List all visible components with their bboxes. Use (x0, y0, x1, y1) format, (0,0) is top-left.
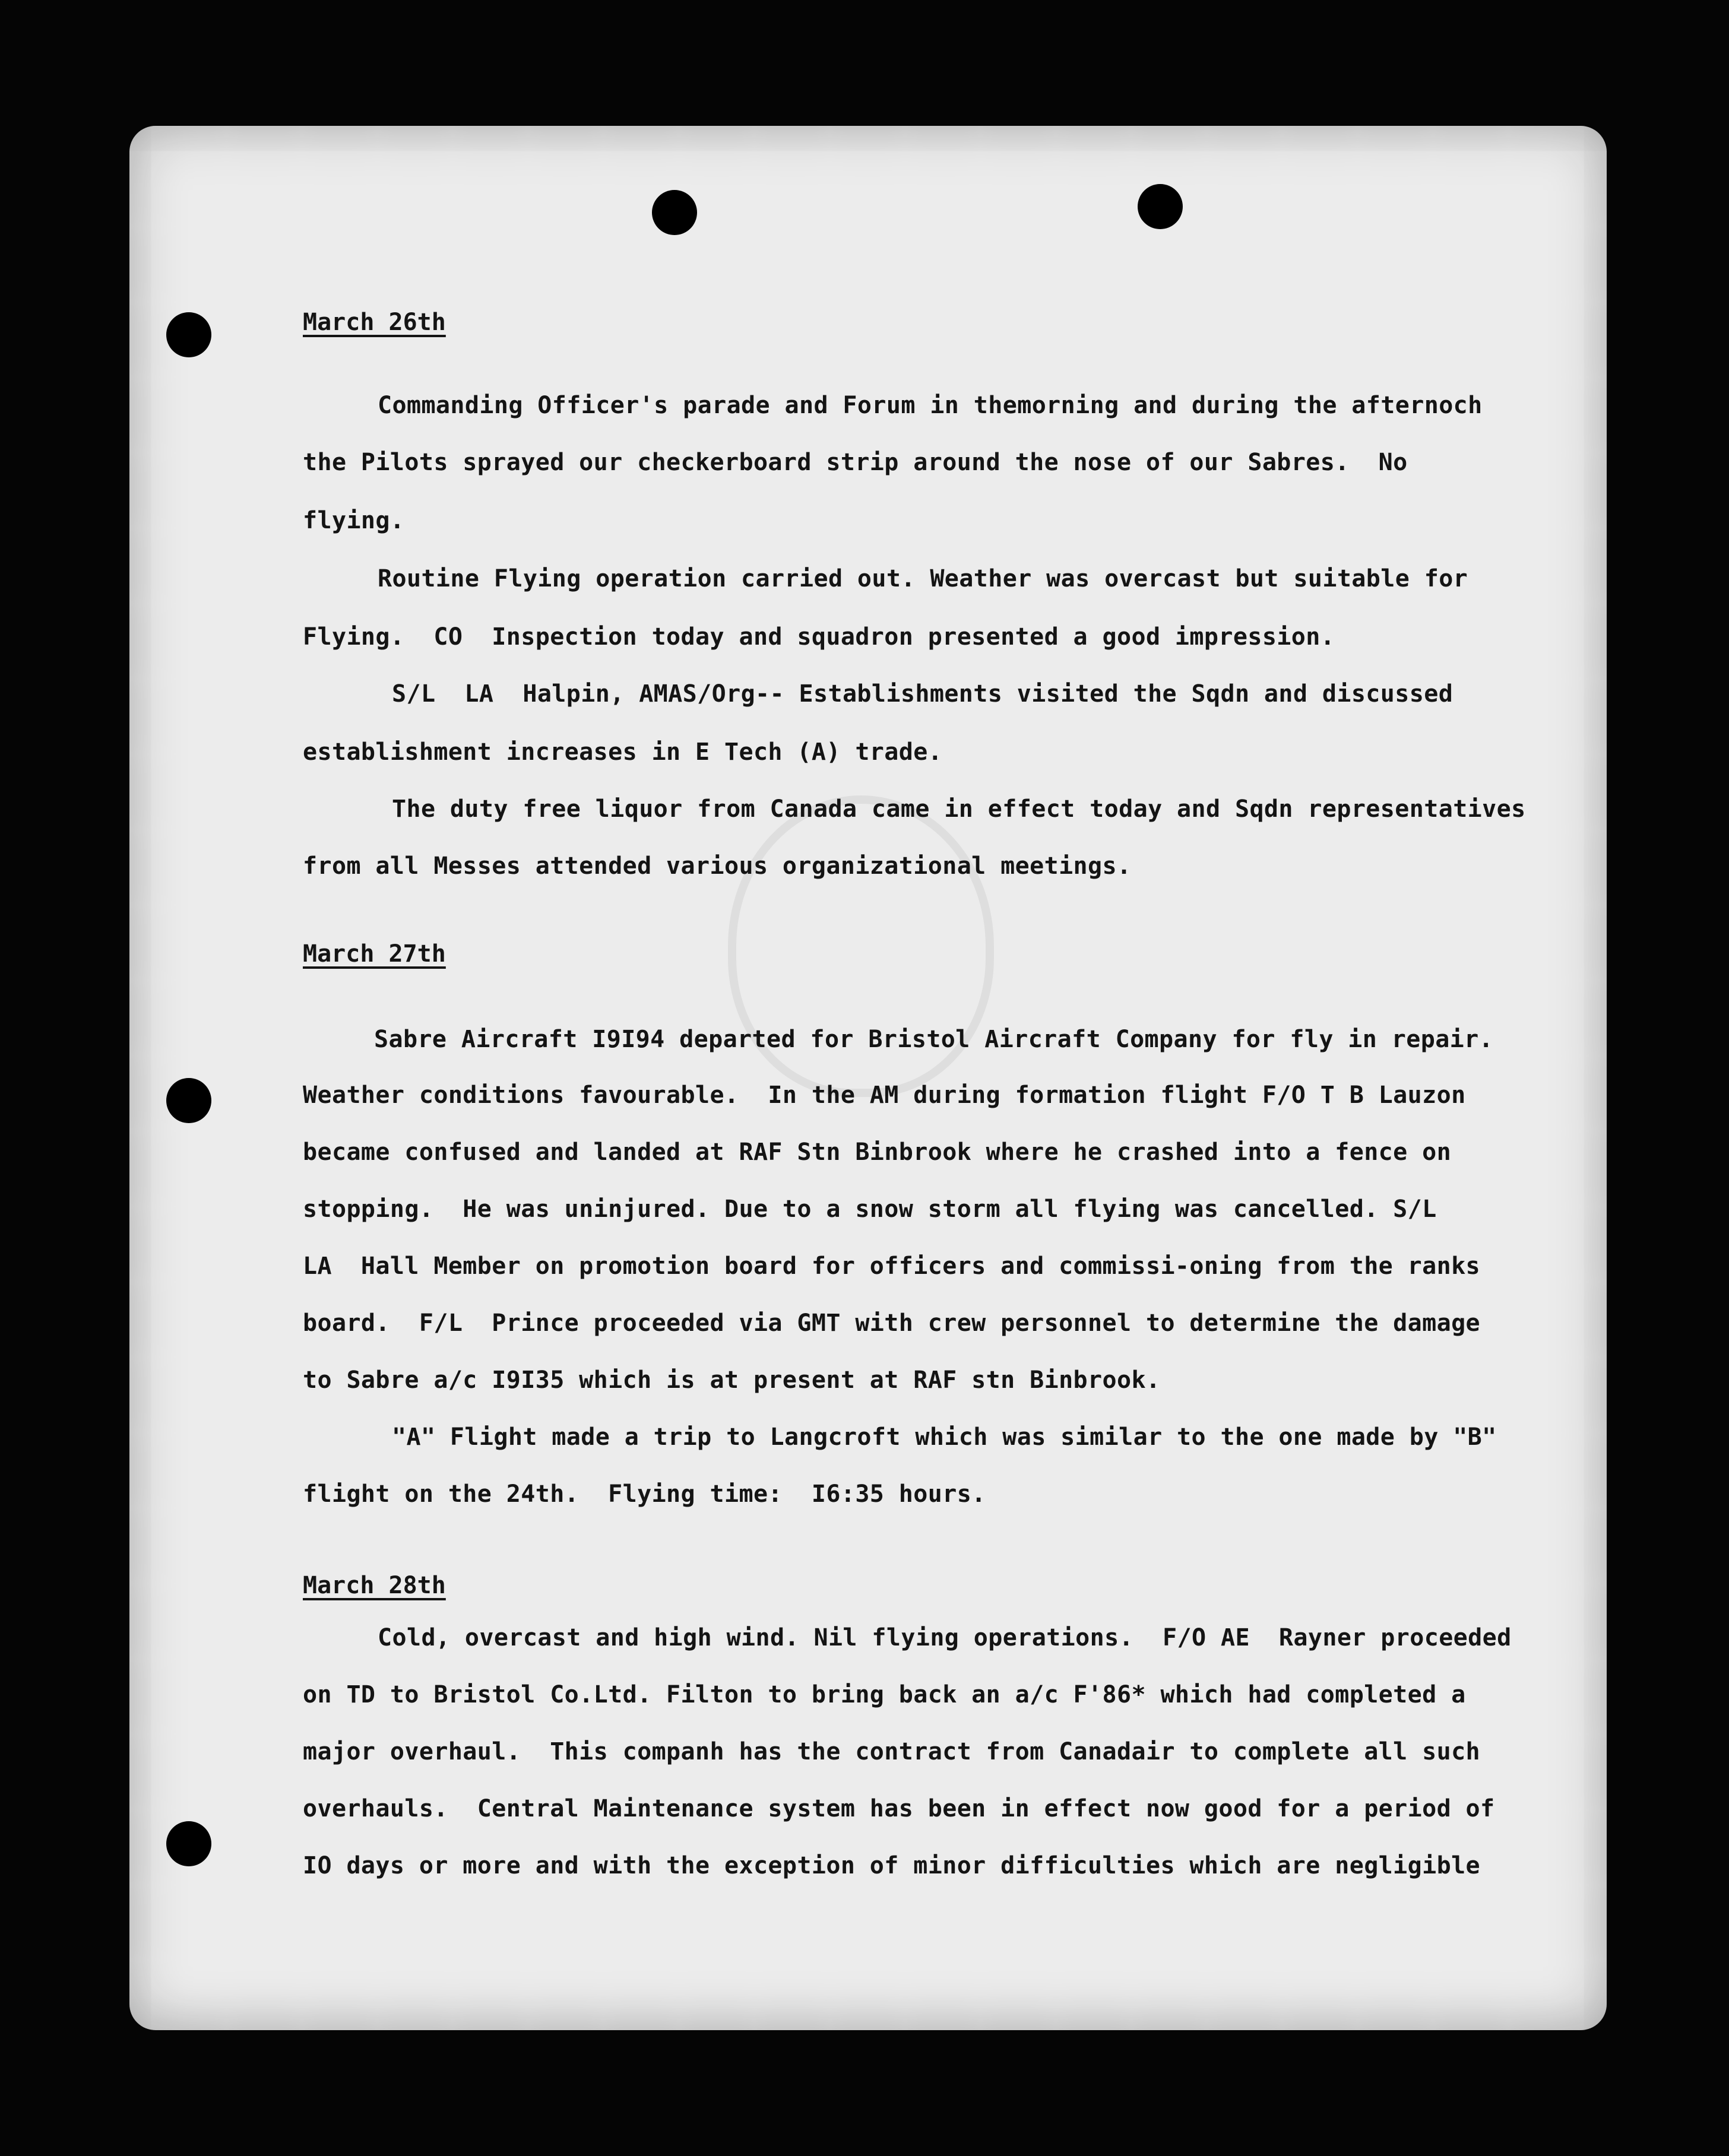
punch-hole-left-middle (166, 1078, 211, 1123)
punch-hole-left-top (166, 312, 211, 357)
text-line: board. F/L Prince proceeded via GMT with crew personnel to determine the damage (303, 1310, 1481, 1337)
section-heading-march-26: March 26th (303, 309, 446, 336)
text-line: LA Hall Member on promotion board for officers and commissi-oning from the ranks (303, 1253, 1481, 1280)
text-line: Flying. CO Inspection today and squadron presented a good impression. (303, 623, 1335, 651)
section-heading-march-28: March 28th (303, 1572, 446, 1599)
punch-hole-left-bottom (166, 1821, 211, 1866)
text-line: flying. (303, 507, 405, 534)
text-line: IO days or more and with the exception of minor difficulties which are negligible (303, 1852, 1481, 1879)
text-line: The duty free liquor from Canada came in effect today and Sqdn representatives (392, 795, 1526, 823)
text-line: flight on the 24th. Flying time: I6:35 hours. (303, 1480, 986, 1508)
text-line: Commanding Officer's parade and Forum in themorning and during the afternoch (378, 392, 1483, 419)
text-line: Sabre Aircraft I9I94 departed for Bristol Aircraft Company for fly in repair. (374, 1026, 1494, 1053)
text-line: overhauls. Central Maintenance system has been in effect now good for a period of (303, 1795, 1495, 1822)
punch-hole-top-right (1138, 184, 1183, 229)
text-line: became confused and landed at RAF Stn Binbrook where he crashed into a fence on (303, 1139, 1452, 1166)
text-line: Weather conditions favourable. In the AM during formation flight F/O T B Lauzon (303, 1082, 1466, 1109)
punch-hole-top-left (652, 190, 697, 235)
text-line: Routine Flying operation carried out. Weather was overcast but suitable for (378, 565, 1468, 592)
text-line: establishment increases in E Tech (A) trade. (303, 738, 943, 766)
text-line: from all Messes attended various organizational meetings. (303, 852, 1132, 880)
text-line: the Pilots sprayed our checkerboard strip around the nose of our Sabres. No (303, 449, 1408, 476)
section-heading-march-27: March 27th (303, 940, 446, 968)
text-line: to Sabre a/c I9I35 which is at present at RAF stn Binbrook. (303, 1366, 1161, 1394)
text-line: S/L LA Halpin, AMAS/Org-- Establishments visited the Sqdn and discussed (392, 680, 1454, 708)
text-line: Cold, overcast and high wind. Nil flying operations. F/O AE Rayner proceeded (378, 1624, 1512, 1651)
text-line: stopping. He was uninjured. Due to a snow storm all flying was cancelled. S/L (303, 1196, 1437, 1223)
text-line: major overhaul. This companh has the contract from Canadair to complete all such (303, 1738, 1481, 1765)
text-line: "A" Flight made a trip to Langcroft which was similar to the one made by "B" (392, 1423, 1497, 1451)
text-line: on TD to Bristol Co.Ltd. Filton to bring back an a/c F'86* which had completed a (303, 1681, 1466, 1708)
